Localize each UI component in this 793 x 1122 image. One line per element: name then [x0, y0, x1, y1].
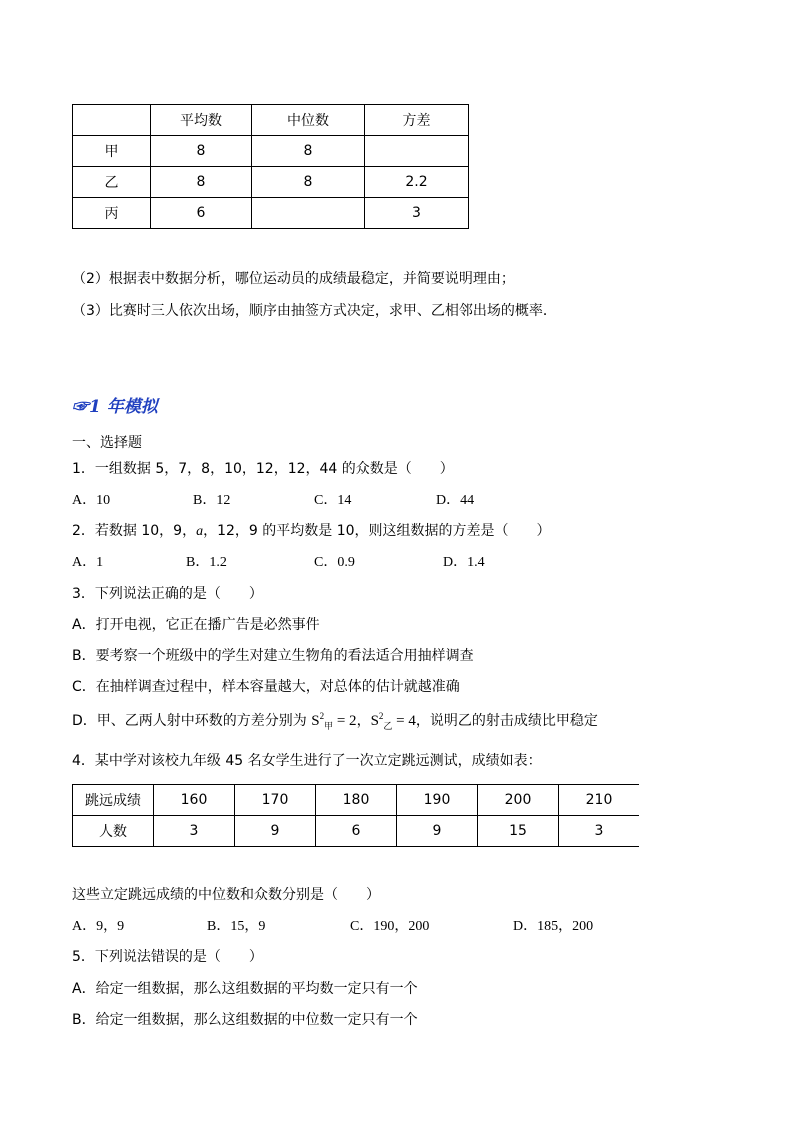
table-cell: 丙 [73, 198, 151, 229]
table-cell: 8 [252, 136, 365, 167]
option-a: A．打开电视，它正在播广告是必然事件 [72, 617, 320, 633]
question-part-3: （3）比赛时三人依次出场，顺序由抽签方式决定，求甲、乙相邻出场的概率． [72, 303, 557, 319]
separator: ， [356, 713, 371, 729]
subscript: 乙 [383, 721, 393, 731]
option-text: ，说明乙的射击成绩比甲稳定 [415, 713, 598, 729]
jump-score-table [72, 784, 639, 847]
table-row [73, 785, 640, 816]
option-c: C．190，200 [350, 919, 430, 934]
question-3-stem: 3．下列说法正确的是（ ） [72, 586, 263, 602]
table-cell: 方差 [365, 105, 469, 136]
table-cell: 3 [559, 816, 640, 847]
variable-a: a [196, 524, 204, 539]
table-cell: 180 [316, 785, 397, 816]
option-a: A．1 [72, 555, 104, 570]
option-d [72, 710, 598, 732]
table-cell: 160 [154, 785, 235, 816]
section-label: 一、选择题 [72, 435, 142, 451]
option-c: C．14 [314, 493, 352, 508]
option-a: A．10 [72, 493, 111, 508]
question-4-stem: 4．某中学对该校九年级 45 名女学生进行了一次立定跳远测试，成绩如表： [72, 753, 542, 769]
variance-symbol-jia [311, 713, 356, 729]
stats-table [72, 104, 469, 229]
option-b: B．15，9 [207, 919, 266, 934]
table-cell: 8 [151, 167, 252, 198]
table-cell: 6 [151, 198, 252, 229]
option-b: B．12 [193, 493, 231, 508]
table-cell [252, 198, 365, 229]
table-cell: 平均数 [151, 105, 252, 136]
table-row [73, 105, 469, 136]
table-cell: 190 [397, 785, 478, 816]
table-cell: 2.2 [365, 167, 469, 198]
option-b: B．给定一组数据，那么这组数据的中位数一定只有一个 [72, 1012, 418, 1028]
value: = 2 [336, 713, 357, 729]
table-cell: 人数 [73, 816, 154, 847]
question-part-2: （2）根据表中数据分析，哪位运动员的成绩最稳定，并简要说明理由； [72, 271, 515, 287]
table-row [73, 816, 640, 847]
section-heading-text: 1 年模拟 [89, 397, 158, 417]
table-cell [365, 136, 469, 167]
pointing-hand-icon: ☞ [72, 397, 89, 417]
option-text: D．甲、乙两人射中环数的方差分别为 [72, 713, 307, 729]
symbol-s: S [370, 713, 379, 729]
table-cell: 15 [478, 816, 559, 847]
table-cell: 200 [478, 785, 559, 816]
table-cell: 210 [559, 785, 640, 816]
option-c: C．0.9 [314, 555, 355, 570]
table-cell: 跳远成绩 [73, 785, 154, 816]
superscript: 2 [378, 711, 384, 721]
table-row [73, 198, 469, 229]
option-a: A．给定一组数据，那么这组数据的平均数一定只有一个 [72, 981, 418, 997]
question-2-stem [72, 520, 551, 540]
question-5-stem: 5．下列说法错误的是（ ） [72, 949, 263, 965]
option-c: C．在抽样调查过程中，样本容量越大，对总体的估计就越准确 [72, 679, 460, 695]
table-row [73, 136, 469, 167]
table-cell: 乙 [73, 167, 151, 198]
symbol-s: S [311, 713, 320, 729]
table-cell [73, 105, 151, 136]
superscript: 2 [319, 711, 325, 721]
table-cell: 中位数 [252, 105, 365, 136]
table-cell: 6 [316, 816, 397, 847]
stem-text: ，12，9 的平均数是 10，则这组数据的方差是（ ） [203, 523, 551, 539]
table-cell: 170 [235, 785, 316, 816]
value: = 4 [396, 713, 416, 729]
question-4-prompt: 这些立定跳远成绩的中位数和众数分别是（ ） [72, 887, 380, 903]
table-cell: 8 [151, 136, 252, 167]
variance-symbol-yi [371, 713, 416, 729]
option-d: D．185，200 [513, 919, 594, 934]
table-cell: 9 [397, 816, 478, 847]
option-b: B．要考察一个班级中的学生对建立生物角的看法适合用抽样调查 [72, 648, 474, 664]
option-d: D．44 [436, 493, 475, 508]
stem-text: 2．若数据 10，9， [72, 523, 197, 539]
table-cell: 甲 [73, 136, 151, 167]
question-1-stem: 1．一组数据 5，7，8，10，12，12，44 的众数是（ ） [72, 461, 454, 477]
table-cell: 3 [365, 198, 469, 229]
option-b: B．1.2 [186, 555, 227, 570]
table-row [73, 167, 469, 198]
option-a: A．9，9 [72, 919, 125, 934]
table-cell: 9 [235, 816, 316, 847]
option-d: D．1.4 [443, 555, 485, 570]
table-cell: 3 [154, 816, 235, 847]
table-cell: 8 [252, 167, 365, 198]
section-heading [72, 392, 158, 417]
subscript: 甲 [324, 721, 334, 731]
